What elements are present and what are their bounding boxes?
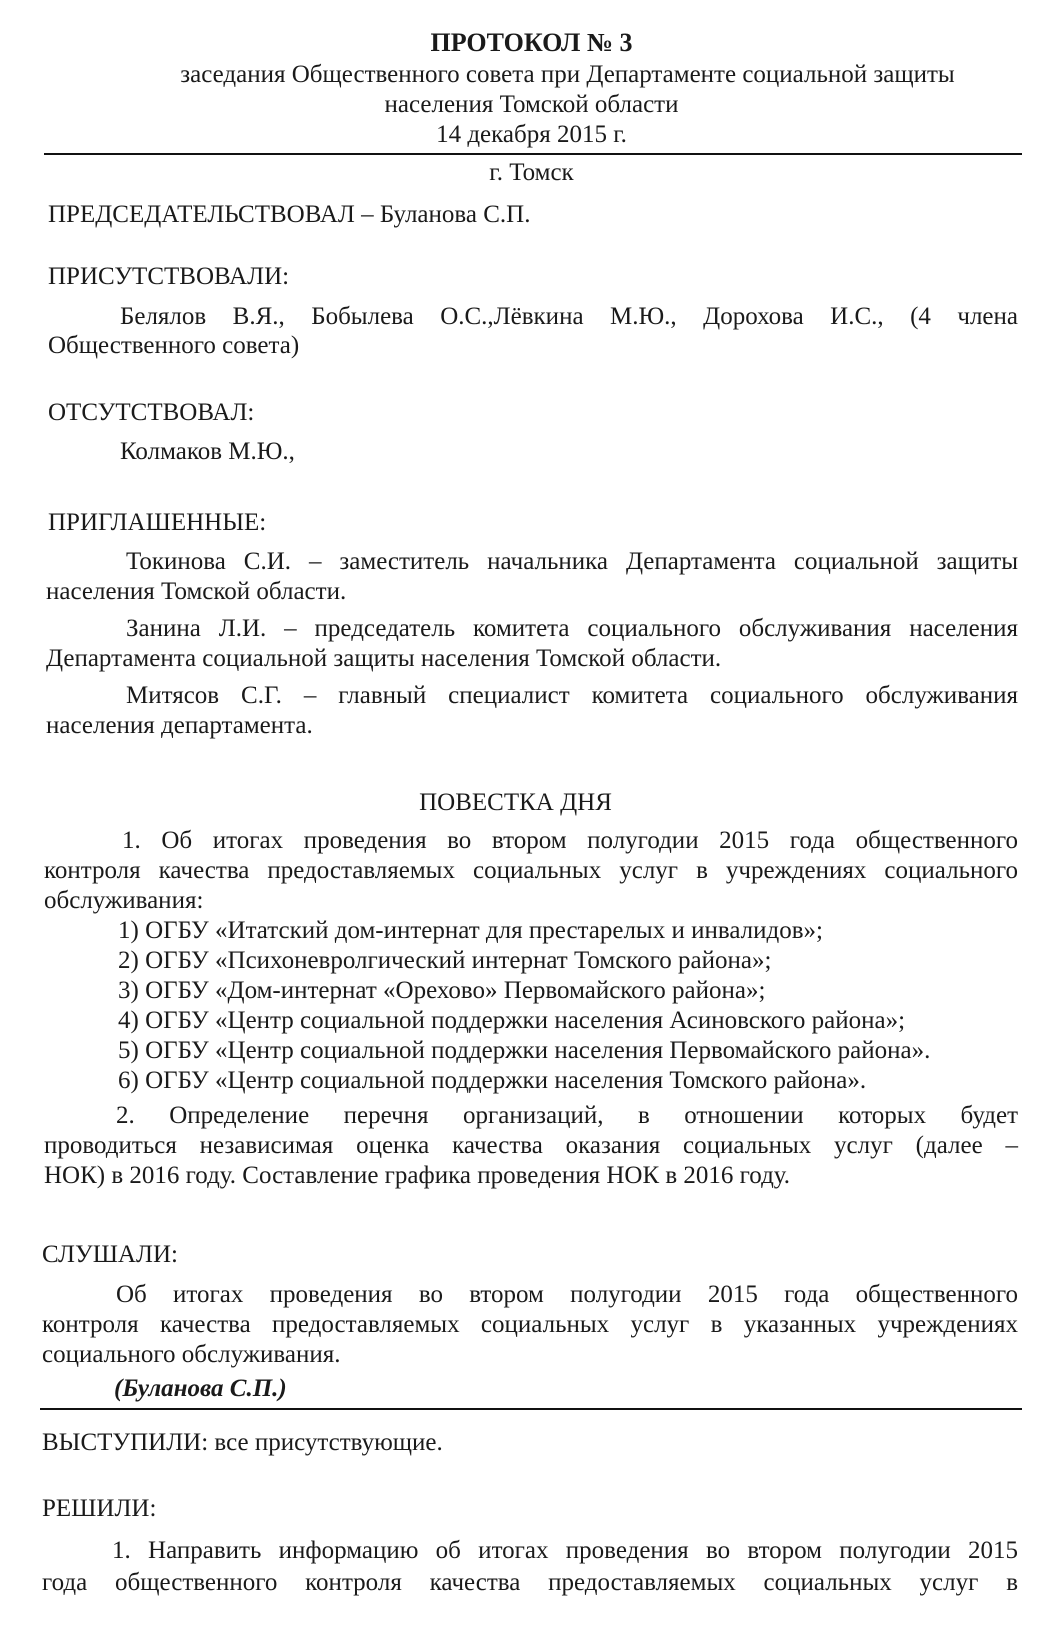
heard-speaker: (Буланова С.П.) — [114, 1375, 287, 1402]
absent-name: Колмаков М.Ю., — [120, 438, 295, 465]
agenda-item2-line2: проводиться независимая оценка качества оказания социальных услуг (далее – — [44, 1132, 1018, 1159]
heard-line1: Об итогах проведения во втором полугодии 2015 года общественного — [116, 1281, 1018, 1308]
heard-line3: социального обслуживания. — [42, 1341, 341, 1368]
heard-divider — [40, 1408, 1022, 1410]
heard-heading: СЛУШАЛИ: — [42, 1241, 178, 1268]
absent-heading: ОТСУТСТВОВАЛ: — [48, 399, 255, 426]
present-line2: Общественного совета) — [48, 332, 300, 359]
agenda-item1-line1: 1. Об итогах проведения во втором полугодии 2015 года общественного — [122, 827, 1018, 854]
protocol-subtitle-line2: населения Томской области — [384, 91, 679, 118]
agenda-item2-line1: 2. Определение перечня организаций, в отношении которых будет — [116, 1102, 1018, 1129]
agenda-subitem: 2) ОГБУ «Психоневролгический интернат Томского района»; — [118, 947, 772, 974]
agenda-item2-line3: НОК) в 2016 году. Составление графика проведения НОК в 2016 году. — [44, 1162, 791, 1189]
decided-line1: 1. Направить информацию об итогах проведения во втором полугодии 2015 — [112, 1537, 1018, 1564]
invited-p3-line1: Митясов С.Г. – главный специалист комитета социального обслуживания — [126, 682, 1018, 709]
invited-heading: ПРИГЛАШЕННЫЕ: — [48, 509, 267, 536]
agenda-item1-line2: контроля качества предоставляемых социальных услуг в учреждениях социального — [44, 857, 1018, 884]
agenda-subitem: 4) ОГБУ «Центр социальной поддержки населения Асиновского района»; — [118, 1007, 906, 1034]
invited-p1-line2: населения Томской области. — [46, 578, 347, 605]
protocol-date: 14 декабря 2015 г. — [436, 121, 627, 148]
invited-p2-line2: Департамента социальной защиты населения Томской области. — [46, 645, 722, 672]
invited-p3-line2: населения департамента. — [46, 712, 313, 739]
header-divider — [44, 153, 1022, 155]
protocol-subtitle-line1: заседания Общественного совета при Департаменте социальной защиты — [180, 61, 955, 88]
invited-p1-line1: Токинова С.И. – заместитель начальника Департамента социальной защиты — [126, 548, 1018, 575]
protocol-title: ПРОТОКОЛ № 3 — [430, 28, 633, 57]
decided-heading: РЕШИЛИ: — [42, 1495, 157, 1522]
agenda-subitem: 1) ОГБУ «Итатский дом-интернат для престарелых и инвалидов»; — [118, 917, 823, 944]
agenda-subitem: 5) ОГБУ «Центр социальной поддержки населения Первомайского района». — [118, 1037, 931, 1064]
chair-line: ПРЕДСЕДАТЕЛЬСТВОВАЛ – Буланова С.П. — [48, 201, 531, 228]
spoke-line: ВЫСТУПИЛИ: все присутствующие. — [42, 1429, 443, 1456]
agenda-subitem: 6) ОГБУ «Центр социальной поддержки населения Томского района». — [118, 1067, 867, 1094]
agenda-subitem: 3) ОГБУ «Дом-интернат «Орехово» Первомайского района»; — [118, 977, 766, 1004]
protocol-city: г. Томск — [489, 159, 574, 186]
present-heading: ПРИСУТСТВОВАЛИ: — [48, 263, 290, 290]
heard-line2: контроля качества предоставляемых социальных услуг в указанных учреждениях — [42, 1311, 1018, 1338]
agenda-heading: ПОВЕСТКА ДНЯ — [419, 789, 612, 816]
decided-line2: года общественного контроля качества предоставляемых социальных услуг в — [42, 1569, 1018, 1596]
agenda-item1-line3: обслуживания: — [44, 887, 204, 914]
invited-p2-line1: Занина Л.И. – председатель комитета социального обслуживания населения — [126, 615, 1018, 642]
present-line1: Белялов В.Я., Бобылева О.С.,Лёвкина М.Ю., Дорохова И.С., (4 члена — [120, 303, 1018, 330]
